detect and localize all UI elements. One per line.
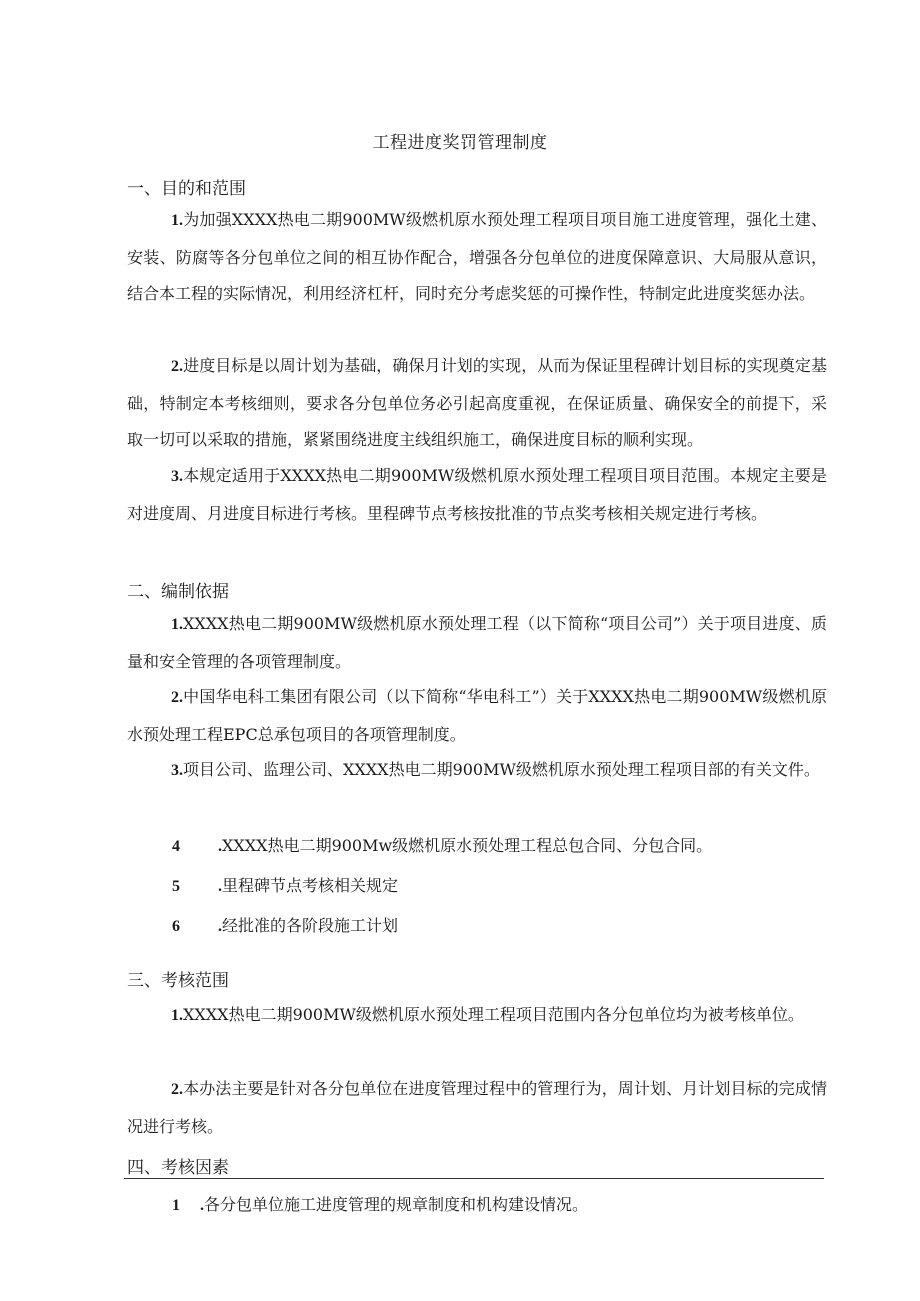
section-heading-1: 一、目的和范围 [127,179,246,199]
paragraph-1-1: 1.为加强XXXX热电二期900MW级燃机原水预处理工程项目项目施工进度管理，强化土建、安装、防腐等各分包单位之间的相互协作配合，增强各分包单位的进度保障意识、大局服从意识，结合本工程的实际情况，利用经济杠杆，同时充分考虑奖惩的可操作性，特制定此进度奖惩办法。 [127,210,827,304]
item-number: 6 [172,918,180,935]
paragraph-2-3: 3.项目公司、监理公司、XXXX热电二期900MW级燃机原水预处理工程项目部的有关文件。 [171,760,820,779]
paragraph-text: 项目公司、监理公司、XXXX热电二期900MW级燃机原水预处理工程项目部的有关文件。 [183,760,820,779]
paragraph-number: 1 [171,616,179,633]
paragraph-2-2: 2.中国华电科工集团有限公司（以下简称“华电科工”）关于XXXX热电二期900MW级燃机原水预处理工程EPC总承包项目的各项管理制度。 [127,687,827,744]
list-item-2-5: 5 .里程碑节点考核相关规定 [172,874,398,899]
paragraph-1-3: 3.本规定适用于XXXX热电二期900MW级燃机原水预处理工程项目项目范围。本规定主要是对进度周、月进度目标进行考核。里程碑节点考核按批准的节点奖考核相关规定进行考核。 [127,466,827,523]
paragraph-text: 本规定适用于XXXX热电二期900MW级燃机原水预处理工程项目项目范围。本规定主要是对进度周、月进度目标进行考核。里程碑节点考核按批准的节点奖考核相关规定进行考核。 [127,466,827,523]
item-text: 经批准的各阶段施工计划 [222,916,399,935]
paragraph-3-2: 2.本办法主要是针对各分包单位在进度管理过程中的管理行为，周计划、月计划目标的完成情况进行考核。 [127,1079,827,1136]
section-heading-3: 三、考核范围 [127,971,229,991]
paragraph-text: 本办法主要是针对各分包单位在进度管理过程中的管理行为，周计划、月计划目标的完成情况进行考核。 [127,1079,827,1136]
section-heading-4: 四、考核因素 [127,1158,229,1178]
item-text: 各分包单位施工进度管理的规章制度和机构建设情况。 [204,1195,589,1214]
list-item-4-1: 1 .各分包单位施工进度管理的规章制度和机构建设情况。 [172,1193,588,1218]
paragraph-text: 进度目标是以周计划为基础，确保月计划的实现，从而为保证里程碑计划目标的实现奠定基础，特制定本考核细则，要求各分包单位务必引起高度重视，在保证质量、确保安全的前提下，采取一切可以采取的措施，紧紧围绕进度主线组织施工，确保进度目标的顺利实现。 [127,356,827,450]
paragraph-number: 3 [171,468,179,485]
paragraph-number: 3 [171,762,179,779]
list-item-2-6: 6 .经批准的各阶段施工计划 [172,914,398,939]
item-number: 5 [172,878,180,895]
document-title: 工程进度奖罚管理制度 [372,133,548,153]
paragraph-number: 2 [171,1081,179,1098]
paragraph-text: XXXX热电二期900MW级燃机原水预处理工程（以下简称“项目公司”）关于项目进度、质量和安全管理的各项管理制度。 [127,614,827,671]
paragraph-number: 2 [171,689,179,706]
item-number: 1 [172,1197,180,1214]
paragraph-1-2: 2.进度目标是以周计划为基础，确保月计划的实现，从而为保证里程碑计划目标的实现奠定基础，特制定本考核细则，要求各分包单位务必引起高度重视，在保证质量、确保安全的前提下，采取一切可以采取的措施，紧紧围绕进度主线组织施工，确保进度目标的顺利实现。 [127,356,827,450]
paragraph-number: 1 [171,1007,179,1024]
section-heading-2: 二、编制依据 [127,582,229,602]
paragraph-text: XXXX热电二期900MW级燃机原水预处理工程项目范围内各分包单位均为被考核单位。 [183,1005,804,1024]
horizontal-divider [124,1178,824,1179]
paragraph-2-1: 1.XXXX热电二期900MW级燃机原水预处理工程（以下简称“项目公司”）关于项目进度、质量和安全管理的各项管理制度。 [127,614,827,671]
paragraph-text: 为加强XXXX热电二期900MW级燃机原水预处理工程项目项目施工进度管理，强化土建、安装、防腐等各分包单位之间的相互协作配合，增强各分包单位的进度保障意识、大局服从意识，结合本工程的实际情况，利用经济杠杆，同时充分考虑奖惩的可操作性，特制定此进度奖惩办法。 [127,210,827,304]
paragraph-text: 中国华电科工集团有限公司（以下简称“华电科工”）关于XXXX热电二期900MW级燃机原水预处理工程EPC总承包项目的各项管理制度。 [127,687,827,744]
item-number: 4 [172,838,180,855]
paragraph-number: 2 [171,358,179,375]
item-text: XXXX热电二期900Mw级燃机原水预处理工程总包合同、分包合同。 [222,836,713,855]
item-text: 里程碑节点考核相关规定 [222,876,399,895]
list-item-2-4: 4 .XXXX热电二期900Mw级燃机原水预处理工程总包合同、分包合同。 [172,834,712,859]
paragraph-3-1: 1.XXXX热电二期900MW级燃机原水预处理工程项目范围内各分包单位均为被考核单位。 [171,1005,804,1024]
paragraph-number: 1 [171,212,179,229]
